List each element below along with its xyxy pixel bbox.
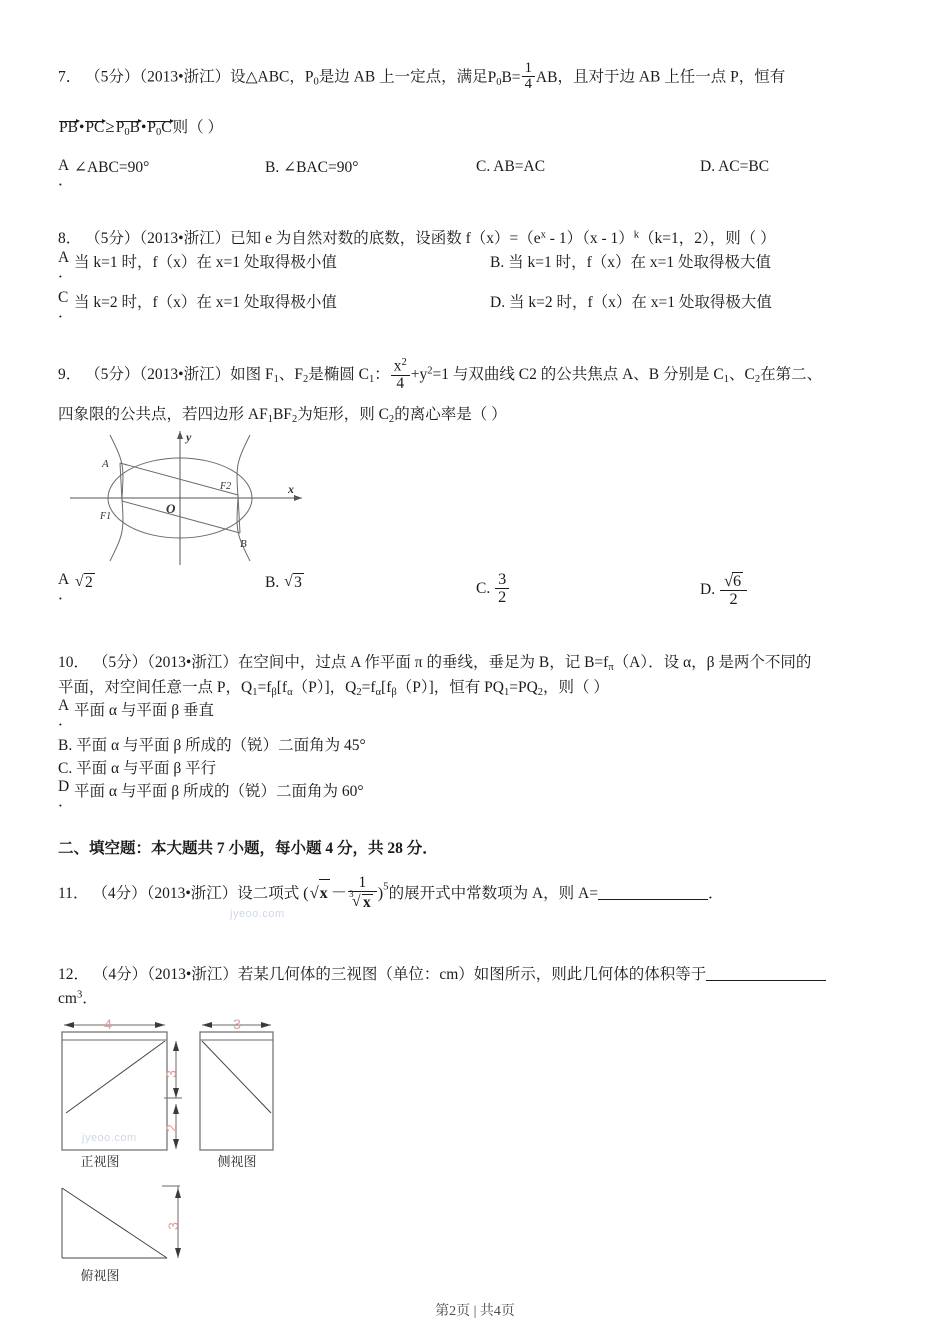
q7-stem-part3: ，且对于边 AB 上任一点 P，恒有 [557, 68, 786, 86]
q7-option-a-letter: A ． [58, 157, 74, 190]
binomial-expression: ( √ x － 1 3 √ x ) [303, 874, 384, 912]
q11-source: （2013•浙江） [146, 884, 238, 902]
q8-option-c-text: 当 k=2 时，f（x）在 x=1 处取得极小值 [74, 294, 337, 311]
q8-points: （5分） [85, 230, 140, 247]
q8-option-d-text: 当 k=2 时，f（x）在 x=1 处取得极大值 [508, 294, 772, 311]
q9-option-b[interactable] [265, 572, 305, 592]
watermark: jyeoo.com [82, 1132, 137, 1144]
q8-stem-end: （k=1，2），则（ ） [639, 230, 776, 247]
q7-option-b-letter: B. [265, 159, 280, 176]
page-number-text: 第2页 | 共4页 [435, 1304, 515, 1319]
q7-option-d[interactable] [700, 158, 769, 176]
binomial-power: 5 [383, 880, 389, 893]
q10-number: 10 [58, 654, 74, 671]
vector-P0B: $P_0B$ [115, 119, 140, 138]
q7-ge-sign: ≥ [105, 117, 115, 136]
label-focus-1: F1 [100, 511, 112, 522]
q8-option-d-letter: D. [490, 294, 506, 311]
q8-sup-k: k [633, 229, 639, 241]
q9-points: （5分） [85, 365, 140, 383]
fraction-three-halves: $\frac{3}{2}$ [495, 571, 509, 606]
q9-option-d-letter: D. [700, 581, 716, 599]
q11-number: 11 [58, 884, 73, 902]
q10-option-d[interactable] [58, 779, 364, 809]
q7-option-c[interactable] [476, 158, 545, 176]
vector-PB: PB [59, 119, 78, 136]
q8-number: 8 [58, 230, 66, 247]
section-heading-fill-in-blank: 二、填空题：本大题共 7 小题，每小题 4 分，共 28 分． [58, 840, 438, 857]
q10-option-b-text: 平面 α 与平面 β 所成的（锐）二面角为 45° [76, 737, 366, 754]
q8-option-a[interactable] [58, 250, 337, 280]
q9-option-a-letter: A ． [58, 571, 74, 604]
q9-number: 9 [58, 365, 66, 383]
q8-option-a-letter: A ． [58, 249, 74, 282]
q10-option-d-letter: D ． [58, 778, 74, 811]
q8-sup-x: x [540, 229, 546, 241]
label-point-a: A [102, 458, 109, 470]
q11-answer-blank[interactable] [598, 884, 708, 900]
q7-option-b-text: ∠BAC=90° [283, 159, 359, 176]
q7-dot1: • [78, 119, 85, 136]
q8-option-c-letter: C ． [58, 289, 74, 322]
q12-answer-blank[interactable] [706, 966, 826, 982]
q11-points: （4分） [92, 884, 147, 902]
q7-tail: 则（ ） [172, 119, 224, 136]
q9-option-c[interactable] [476, 572, 510, 607]
q9-option-b-letter: B. [265, 574, 280, 591]
q10-points: （5分） [92, 654, 148, 671]
q10-option-b[interactable] [58, 733, 366, 755]
q8-option-a-text: 当 k=1 时，f（x）在 x=1 处取得极小值 [74, 254, 337, 271]
vector-P0C: $P_0C$ [147, 119, 172, 138]
question-9-stem: 9． （5分）（2013•浙江）如图 $F_1$、$F_2$是椭圆 $C_1$： $\frac{x^2}{4}$ $+y^2=1$ 与双曲线 C2 的公共焦点 A、B 分别是 $C_1$、$C_2$在第二、 [58, 357, 823, 392]
label-y-axis: y [186, 430, 192, 444]
q8-option-b-text: 当 k=1 时，f（x）在 x=1 处取得极大值 [508, 254, 771, 271]
q7-formula: $P_0B=$ $\frac{1}{4}$ AB [487, 60, 558, 93]
q10-source: （2013•浙江） [147, 654, 238, 671]
ellipse-hyperbola-figure [62, 425, 312, 570]
ellipse-equation-fraction: $\frac{x^2}{4}$ [391, 357, 410, 392]
q7-option-d-text: AC=BC [718, 158, 770, 175]
q10-option-a[interactable] [58, 698, 214, 728]
q12-points: （4分） [92, 966, 148, 983]
q7-option-d-letter: D. [700, 158, 716, 175]
q7-points: （5分） [85, 68, 140, 86]
question-8-stem: 8． （5分）（2013•浙江）已知 e 为自然对数的底数，设函数 $f(x)=(e^x - 1)(x - 1)^k(k=1$，2），则（ ） [58, 229, 776, 247]
question-12-stem: 12． （4分）（2013•浙江）若某几何体的三视图（单位：cm）如图所示，则此几何体的体积等于 [58, 962, 930, 988]
q10-option-c-letter: C. [58, 760, 73, 777]
radical-sqrt3: √ 3 [284, 573, 302, 591]
q7-option-c-letter: C. [476, 158, 491, 175]
q8-source: （2013•浙江） [139, 230, 231, 247]
q7-source: （2013•浙江） [139, 68, 231, 86]
q8-option-b-letter: B. [490, 254, 505, 271]
q7-option-c-text: AB=AC [493, 158, 546, 175]
question-7-stem: 7． （5分）（2013•浙江）设△ABC，$P_0$是边 AB 上一定点，满足$P_0B=$ $\frac{1}{4}$ AB，且对于边 AB 上任一点 P，恒有 [58, 60, 786, 93]
dim-front-lower: 2 [163, 1124, 179, 1132]
q8-option-d[interactable] [490, 290, 772, 312]
q10-option-c[interactable] [58, 756, 216, 778]
q9-option-c-letter: C. [476, 580, 491, 598]
dim-top-height: 3 [165, 1222, 181, 1230]
label-x-axis: x [288, 482, 294, 496]
q10-option-a-letter: A ． [58, 697, 74, 730]
q10-option-d-text: 平面 α 与平面 β 所成的（锐）二面角为 60° [74, 783, 364, 800]
fraction-sqrt6-over-2: √ 6 2 [720, 571, 747, 608]
q10-option-a-text: 平面 α 与平面 β 垂直 [74, 702, 215, 719]
dim-side-width: 3 [233, 1016, 241, 1032]
q8-stem-text: 已知 e 为自然对数的底数，设函数 f（x）=（e [230, 230, 541, 247]
q9-option-d[interactable] [700, 572, 748, 609]
q7-option-b[interactable] [265, 158, 358, 177]
radical-cbrt-x: 3 √ x [349, 890, 371, 912]
q8-option-c[interactable] [58, 290, 337, 320]
q7-stem-part1: 设△ABC，P [230, 68, 314, 86]
q10-option-b-letter: B. [58, 737, 73, 754]
label-side-view: 侧视图 [217, 1154, 257, 1169]
q9-option-a[interactable] [58, 572, 96, 602]
q7-option-a[interactable] [58, 158, 149, 188]
dim-front-upper: 3 [163, 1070, 179, 1078]
question-10-stem: 10． （5分）（2013•浙江）在空间中，过点 A 作平面 π 的垂线，垂足为 B，记 $B=f_\pi(A)$．设 α，β 是两个不同的 [58, 654, 812, 673]
radical-sqrt2: √ 2 [75, 573, 93, 591]
label-origin: O [166, 501, 176, 516]
fraction-one-quarter: $\frac{1}{4}$ [522, 61, 535, 93]
q7-stem-sub1: 0 [313, 76, 319, 88]
q8-stem-mid: - 1）（x - 1） [545, 230, 634, 247]
q7-dot2: • [140, 119, 147, 136]
q7-stem-part2: 是边 AB 上一定点，满足 [318, 68, 488, 86]
three-view-drawing [52, 1008, 302, 1298]
q7-option-a-text: ∠ABC=90° [74, 159, 150, 176]
q9-source: （2013•浙江） [139, 365, 231, 383]
label-focus-2: F2 [220, 481, 232, 492]
label-top-view: 俯视图 [80, 1268, 120, 1283]
q7-number: 7 [58, 68, 66, 86]
question-11-stem: 11． （4分）（2013•浙江）设二项式 ( √ x － 1 3 √ x )$^5$的展开式中常数项为 A，则 A= ． [58, 874, 724, 912]
q12-number: 12 [58, 966, 74, 983]
fraction-one-over-cbrt-x: 1 3 √ x [348, 875, 377, 911]
q8-option-b[interactable] [490, 250, 771, 272]
question-7-line2 [58, 112, 930, 142]
label-front-view: 正视图 [80, 1154, 120, 1169]
q10-option-c-text: 平面 α 与平面 β 平行 [76, 760, 217, 777]
vector-PC: PC [85, 119, 105, 136]
question-10-line2: 平面，对空间任意一点 P，$Q_1=f_\beta[f_\alpha(P)]$，$Q_2=f_\alpha[f_\beta(P)]$，恒有 $PQ_1=PQ_2$，则（ ） [58, 679, 609, 698]
radical-sqrt-x: √ x [310, 878, 330, 908]
dim-front-width: 4 [104, 1016, 112, 1032]
question-9-line2: 四象限的公共点，若四边形 $AF_1BF_2$为矩形，则 $C_2$的离心率是（ ） [58, 406, 507, 425]
page-footer [0, 1300, 950, 1320]
watermark: jyeoo.com [230, 908, 285, 920]
q12-source: （2013•浙江） [147, 966, 238, 983]
label-point-b: B [240, 538, 247, 550]
question-12-line2: $cm^3$． [58, 989, 98, 1007]
